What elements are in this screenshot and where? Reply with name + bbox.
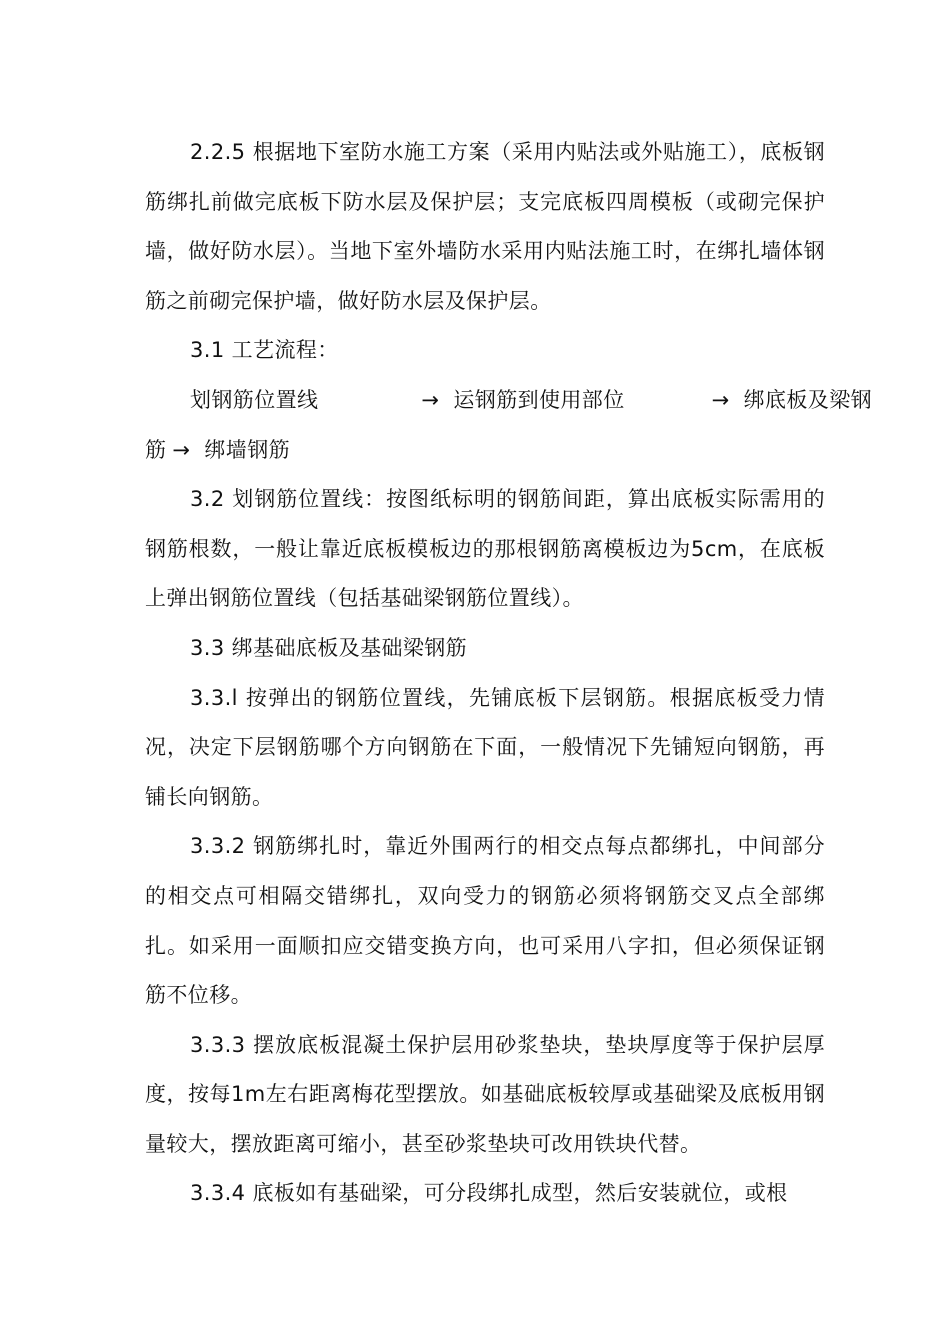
flow-arrow-3: → bbox=[172, 437, 191, 462]
heading-3-1: 3.1 工艺流程： bbox=[190, 338, 339, 363]
paragraph-2-2-5: 2.2.5 根据地下室防水施工方案（采用内贴法或外贴施工），底板钢筋绑扎前做完底板下防水层及保护层；支完底板四周模板（或砌完保护墙，做好防水层）。当地下室外墙防水采用内贴法施工时，在绑扎墙体钢筋之前砌完保护墙，做好防水层及保护层。 bbox=[145, 140, 825, 313]
flow-arrow-1: → bbox=[421, 387, 440, 412]
flow-step-2: 运钢筋到使用部位 bbox=[453, 387, 625, 412]
process-flow-line-2 bbox=[145, 426, 825, 476]
paragraph-3-2: 3.2 划钢筋位置线：按图纸标明的钢筋间距，算出底板实际需用的钢筋根数，一般让靠近底板模板边的那根钢筋离模板边为5cm，在底板上弹出钢筋位置线（包括基础梁钢筋位置线）。 bbox=[145, 487, 825, 611]
flow-step-1: 划钢筋位置线 bbox=[190, 387, 319, 412]
heading-3-3: 3.3 绑基础底板及基础梁钢筋 bbox=[190, 635, 468, 660]
flow-step-3-tail: 筋 bbox=[145, 437, 167, 462]
flow-step-4: 绑墙钢筋 bbox=[204, 437, 291, 462]
paragraph-3-3-1: 3.3.l 按弹出的钢筋位置线，先铺底板下层钢筋。根据底板受力情况，决定下层钢筋哪个方向钢筋在下面，一般情况下先铺短向钢筋，再铺长向钢筋。 bbox=[145, 685, 825, 809]
paragraph-3-3-2: 3.3.2 钢筋绑扎时，靠近外围两行的相交点每点都绑扎，中间部分的相交点可相隔交错绑扎，双向受力的钢筋必须将钢筋交叉点全部绑扎。如采用一面顺扣应交错变换方向，也可采用八字扣，但必须保证钢筋不位移。 bbox=[145, 834, 825, 1008]
document-body bbox=[145, 128, 873, 1219]
flow-step-3: 绑底板及梁钢 bbox=[743, 387, 873, 412]
process-flow-line bbox=[145, 376, 873, 426]
paragraph-3-3-3: 3.3.3 摆放底板混凝土保护层用砂浆垫块，垫块厚度等于保护层厚度，按每1m左右距离梅花型摆放。如基础底板较厚或基础梁及底板用钢量较大，摆放距离可缩小，甚至砂浆垫块可改用铁块代替。 bbox=[145, 1032, 825, 1156]
flow-arrow-2: → bbox=[711, 387, 730, 412]
paragraph-3-3-4: 3.3.4 底板如有基础梁，可分段绑扎成型，然后安装就位，或根 bbox=[190, 1181, 788, 1206]
